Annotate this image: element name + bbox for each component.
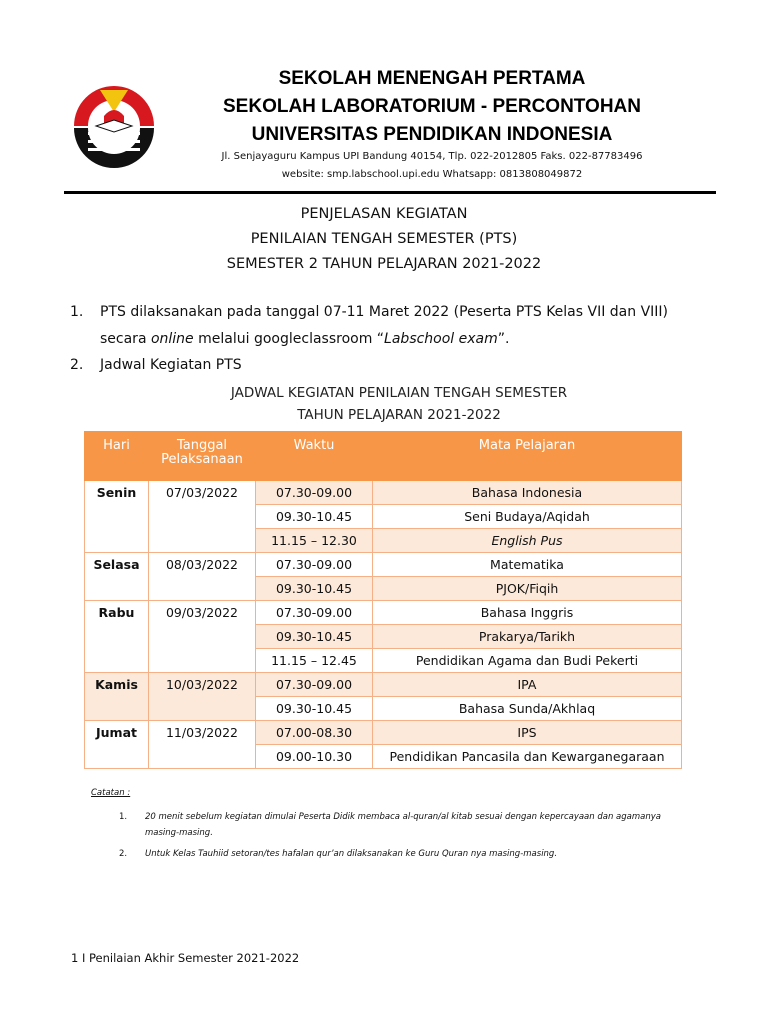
note-text-continued: masing-masing. <box>145 828 213 838</box>
cell-time: 11.15 – 12.30 <box>256 529 373 553</box>
note-number: 1. <box>119 812 128 822</box>
header-divider <box>64 191 716 194</box>
online-emphasis: online <box>150 331 194 347</box>
note-text: 20 menit sebelum kegiatan dimulai Peserta Didik membaca al-quran/al kitab sesuai dengan kepercayaan dan agamanya <box>145 812 661 822</box>
cell-time: 07.00-08.30 <box>256 721 373 745</box>
cell-subject: Bahasa Inggris <box>373 601 682 625</box>
list-item-text: Jadwal Kegiatan PTS <box>100 357 242 373</box>
school-address: Jl. Senjayaguru Kampus UPI Bandung 40154, Tlp. 022-2012805 Faks. 022-87783496 <box>221 151 643 162</box>
table-row <box>85 481 682 505</box>
cell-date: 08/03/2022 <box>149 553 256 601</box>
list-number: 1. <box>70 304 84 320</box>
list-item-2 <box>70 357 710 377</box>
cell-time: 07.30-09.00 <box>256 601 373 625</box>
cell-time: 09.30-10.45 <box>256 505 373 529</box>
cell-day: Rabu <box>85 601 149 673</box>
school-website: website: smp.labschool.upi.edu Whatsapp: 0813808049872 <box>281 169 583 180</box>
cell-time: 11.15 – 12.45 <box>256 649 373 673</box>
cell-time: 07.30-09.00 <box>256 673 373 697</box>
schedule-table <box>84 431 682 769</box>
cell-day: Kamis <box>85 673 149 721</box>
cell-date: 10/03/2022 <box>149 673 256 721</box>
doc-title-line1: PENJELASAN KEGIATAN <box>300 206 468 222</box>
note-2 <box>91 849 711 863</box>
notes-heading: Catatan : <box>91 788 131 798</box>
cell-day: Jumat <box>85 721 149 769</box>
cell-subject: English Pus <box>373 529 682 553</box>
header-tanggal: Tanggal Pelaksanaan <box>149 432 256 481</box>
labschool-exam-emphasis: Labschool exam <box>384 331 498 347</box>
table-row <box>85 721 682 745</box>
cell-date: 11/03/2022 <box>149 721 256 769</box>
doc-title-line2: PENILAIAN TENGAH SEMESTER (PTS) <box>250 231 518 247</box>
school-name-line1: SEKOLAH MENENGAH PERTAMA <box>278 68 586 89</box>
note-number: 2. <box>119 849 128 859</box>
cell-subject: Matematika <box>373 553 682 577</box>
note-text: Untuk Kelas Tauhiid setoran/tes hafalan qur’an dilaksanakan ke Guru Quran nya masing-masing. <box>145 849 558 859</box>
header-waktu: Waktu <box>256 432 373 481</box>
cell-date: 07/03/2022 <box>149 481 256 553</box>
cell-subject: IPS <box>373 721 682 745</box>
table-row <box>85 601 682 625</box>
cell-subject: Seni Budaya/Aqidah <box>373 505 682 529</box>
school-name-line2: SEKOLAH LABORATORIUM - PERCONTOHAN <box>223 96 641 117</box>
cell-time: 09.30-10.45 <box>256 625 373 649</box>
cell-subject: Bahasa Indonesia <box>373 481 682 505</box>
cell-subject: Prakarya/Tarikh <box>373 625 682 649</box>
list-number: 2. <box>70 357 84 373</box>
table-row <box>85 673 682 697</box>
cell-subject: Pendidikan Pancasila dan Kewarganegaraan <box>373 745 682 769</box>
cell-subject: IPA <box>373 673 682 697</box>
list-item-1 <box>70 304 710 324</box>
doc-title-line3: SEMESTER 2 TAHUN PELAJARAN 2021-2022 <box>226 256 542 272</box>
schedule-caption-line1: JADWAL KEGIATAN PENILAIAN TENGAH SEMESTER <box>230 385 568 401</box>
page-footer: 1 I Penilaian Akhir Semester 2021-2022 <box>71 951 300 965</box>
list-item-text-continued: secara online melalui googleclassroom “Labschool exam”. <box>100 331 510 347</box>
list-item-1-continued <box>70 331 710 351</box>
table-row <box>85 553 682 577</box>
list-item-text: PTS dilaksanakan pada tanggal 07-11 Maret 2022 (Peserta PTS Kelas VII dan VIII) <box>100 304 668 320</box>
cell-time: 07.30-09.00 <box>256 553 373 577</box>
cell-subject: PJOK/Fiqih <box>373 577 682 601</box>
cell-subject: Pendidikan Agama dan Budi Pekerti <box>373 649 682 673</box>
cell-day: Selasa <box>85 553 149 601</box>
cell-subject: Bahasa Sunda/Akhlaq <box>373 697 682 721</box>
school-name-line3: UNIVERSITAS PENDIDIKAN INDONESIA <box>251 124 613 145</box>
note-1 <box>91 812 711 842</box>
cell-time: 09.30-10.45 <box>256 577 373 601</box>
header-hari: Hari <box>85 432 149 481</box>
cell-time: 09.00-10.30 <box>256 745 373 769</box>
cell-time: 07.30-09.00 <box>256 481 373 505</box>
cell-day: Senin <box>85 481 149 553</box>
schedule-caption-line2: TAHUN PELAJARAN 2021-2022 <box>297 407 501 423</box>
table-header-row <box>85 432 682 481</box>
header-mata-pelajaran: Mata Pelajaran <box>373 432 682 481</box>
cell-time: 09.30-10.45 <box>256 697 373 721</box>
cell-date: 09/03/2022 <box>149 601 256 673</box>
